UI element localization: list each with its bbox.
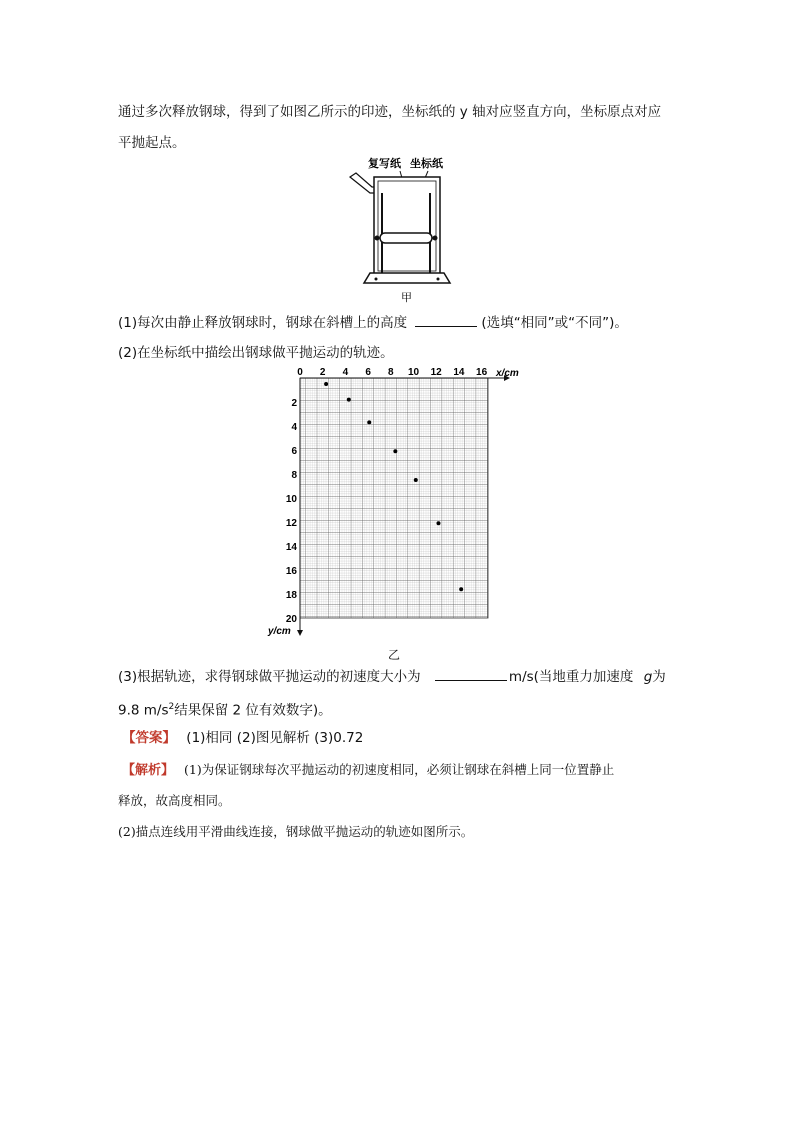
question-3-unit: m/s(当地重力加速度 — [508, 669, 634, 685]
y-tick-label: 14 — [285, 542, 297, 553]
y-tick-label: 16 — [285, 566, 297, 577]
analysis-line-3: (2)描点连线用平滑曲线连接，钢球做平抛运动的轨迹如图所示。 — [118, 824, 474, 839]
label-coordinate-paper: 坐标纸 — [410, 158, 443, 170]
figure-apparatus — [340, 155, 470, 305]
analysis-line-1 — [122, 760, 614, 781]
y-tick-label: 8 — [291, 470, 297, 481]
answer-text: (1)相同 (2)图见解析 (3)0.72 — [186, 730, 364, 746]
intro-line-2: 平抛起点。 — [118, 135, 186, 151]
y-tick-label: 10 — [285, 494, 297, 505]
x-tick-label: 16 — [476, 367, 488, 378]
question-3-text: (3)根据轨迹，求得钢球做平抛运动的初速度大小为 — [118, 669, 421, 685]
trajectory-point — [393, 449, 397, 453]
analysis-tag: 【解析】 — [122, 763, 175, 778]
intro-line-1: 通过多次释放钢球，得到了如图乙所示的印迹，坐标纸的 y 轴对应竖直方向，坐标原点对应 — [118, 104, 662, 120]
label-carbon-paper: 复写纸 — [368, 158, 401, 170]
gravity-symbol: g — [643, 669, 653, 685]
x-tick-label: 2 — [319, 367, 326, 378]
catch-bar — [380, 233, 432, 243]
grid-area — [300, 378, 488, 618]
analysis-text-1: (1)为保证钢球每次平抛运动的初速度相同，必须让钢球在斜槽上同一位置静止 — [184, 762, 615, 777]
question-3-precision: 结果保留 2 位有效数字)。 — [174, 702, 332, 719]
y-tick-label: 2 — [291, 398, 297, 409]
caption-yi: 乙 — [388, 648, 401, 662]
trajectory-point — [367, 420, 371, 424]
x-tick-label: 0 — [297, 367, 303, 378]
question-3-line-2 — [118, 697, 332, 721]
x-axis-label: x/cm — [496, 368, 519, 379]
y-axis-arrow-icon — [297, 630, 303, 636]
trajectory-point — [324, 382, 328, 386]
trajectory-point — [436, 521, 440, 525]
trajectory-point — [347, 398, 351, 402]
x-tick-label: 6 — [365, 367, 371, 378]
caption-jia: 甲 — [401, 292, 412, 304]
answer-blank-1[interactable] — [415, 312, 477, 327]
question-1-hint: (选填“相同”或“不同”)。 — [481, 315, 628, 331]
x-tick-label: 4 — [342, 367, 349, 378]
y-tick-label: 6 — [291, 446, 297, 457]
y-tick-label: 18 — [285, 590, 297, 601]
x-tick-label: 10 — [407, 367, 420, 378]
x-tick-label: 14 — [453, 367, 465, 378]
question-1-text: (1)每次由静止释放钢球时，钢球在斜槽上的高度 — [118, 315, 408, 331]
y-axis-label: y/cm — [268, 626, 291, 637]
y-tick-label: 20 — [285, 614, 297, 625]
trajectory-point — [414, 478, 418, 482]
trajectory-point — [459, 587, 463, 591]
question-3 — [118, 666, 666, 687]
answer-tag: 【答案】 — [122, 730, 176, 746]
question-2: (2)在坐标纸中描绘出钢球做平抛运动的轨迹。 — [118, 345, 394, 361]
x-tick-label: 8 — [388, 367, 394, 378]
x-tick-label: 12 — [430, 367, 442, 378]
question-3-after: 为 — [652, 669, 666, 685]
y-tick-label: 4 — [291, 422, 297, 433]
question-1 — [118, 312, 628, 333]
answer-blank-3[interactable] — [435, 666, 507, 681]
analysis-line-2: 释放，故高度相同。 — [118, 793, 231, 808]
y-tick-label: 12 — [285, 518, 297, 529]
answer-section — [122, 728, 363, 748]
gravity-value: 9.8 m/s — [118, 702, 169, 719]
gravity-exponent: 2 — [168, 702, 175, 712]
trajectory-chart — [260, 364, 540, 646]
